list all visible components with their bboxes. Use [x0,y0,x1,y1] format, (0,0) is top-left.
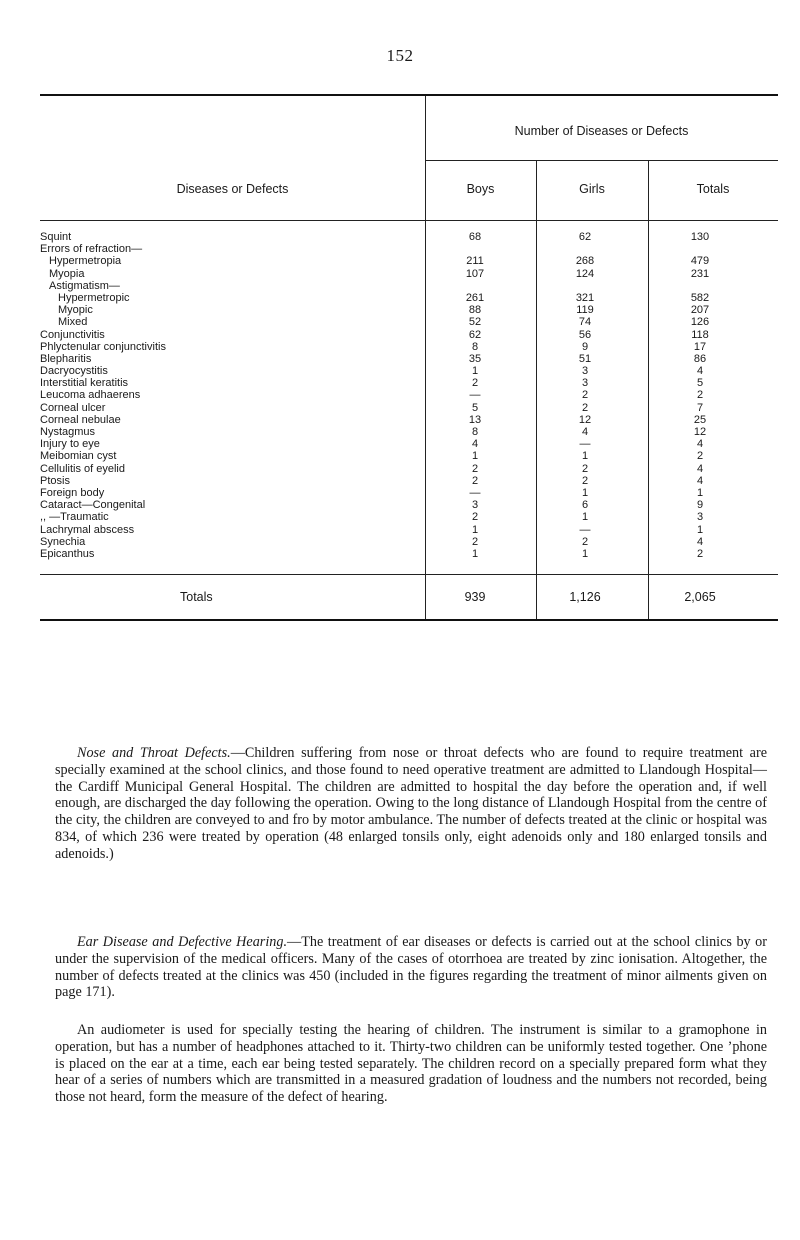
table-row [40,292,778,304]
table-row [40,536,778,548]
disease-name: Myopic [58,304,93,317]
header-diseases: Diseases or Defects [176,182,289,196]
boys-value: 1 [471,450,479,463]
header-girls: Girls [579,182,605,196]
table-row [40,475,778,487]
disease-name: Cellulitis of eyelid [40,462,125,475]
totals-row [40,575,778,619]
boys-value: 261 [465,291,485,304]
total-value: 4 [696,474,704,487]
girls-value: 51 [578,352,592,365]
boys-value: 62 [468,328,482,341]
disease-name: Blepharitis [40,352,92,365]
table-row [40,389,778,401]
boys-value: 4 [471,438,479,451]
disease-name: Foreign body [40,486,105,499]
boys-value: 1 [471,547,479,560]
boys-value: 5 [471,401,479,414]
total-value: 4 [696,365,704,378]
girls-value: 4 [581,426,589,438]
total-value: 9 [696,499,704,512]
disease-name: Phlyctenular conjunctivitis [40,340,166,353]
total-value: 4 [696,535,704,548]
total-value: 2 [696,389,704,402]
disease-name: Squint [40,231,72,243]
table-row [40,487,778,499]
total-value: 12 [693,426,707,438]
boys-value: 211 [466,255,484,268]
girls-value: 1 [581,547,589,560]
disease-name: Conjunctivitis [40,328,105,341]
header-boys: Boys [466,182,495,196]
disease-name: Myopia [49,267,85,280]
total-value: 2 [696,547,704,560]
girls-value: 3 [581,377,589,390]
table-row [40,548,778,560]
disease-name: Astigmatism— [49,279,120,292]
disease-name: Corneal ulcer [40,401,106,414]
girls-value: 124 [575,267,595,280]
table-row [40,438,778,450]
girls-value: — [579,523,591,536]
header-group-label: Number of Diseases or Defects [514,124,689,138]
disease-name: Nystagmus [40,426,96,438]
girls-value: 1 [581,511,589,524]
girls-value: 119 [576,304,594,317]
boys-value: 2 [471,462,479,475]
disease-name: Hypermetropic [58,291,130,304]
boys-value: 52 [468,316,482,329]
table-row [40,511,778,523]
boys-value: 8 [471,426,479,438]
girls-value: 56 [578,328,592,341]
girls-value: 2 [581,462,589,475]
table-row [40,268,778,280]
total-value: 25 [693,413,707,426]
total-value: 1 [696,523,704,536]
table-row [40,402,778,414]
totals-girls: 1,126 [569,590,601,605]
boys-value: 2 [471,377,479,390]
table-row [40,341,778,353]
boys-value: 13 [468,413,482,426]
disease-name: Cataract—Congenital [40,499,146,512]
girls-value: 2 [581,401,589,414]
boys-value: 3 [471,499,479,512]
girls-value: 6 [581,499,589,512]
disease-name: Lachrymal abscess [40,523,135,536]
table-row [40,414,778,426]
total-value: 3 [696,511,704,524]
total-value: 4 [696,462,704,475]
total-value: 86 [693,352,707,365]
table-row [40,499,778,511]
girls-value: 2 [581,474,589,487]
table-row [40,426,778,438]
girls-value: 1 [581,486,589,499]
table-row [40,463,778,475]
girls-value: 321 [575,291,595,304]
header-group-rule [425,160,778,161]
total-value: 130 [690,231,710,243]
paragraph-text: —The treatment of ear diseases or defects is carried out at the school clinics by or under the supervision of the medical officers. Many of the cases of otorrhoea are treated by zinc ionisation. Altogether, the number of defects treated at the clinics was 450 (included in the figures regarding the treatment of minor ailments given on page 171). [55,934,767,1001]
diseases-table [40,94,778,621]
girls-value: 268 [575,255,595,268]
boys-value: 2 [471,511,479,524]
totals-total: 2,065 [684,590,716,605]
boys-value: 2 [471,535,479,548]
table-row [40,524,778,536]
disease-name: Meibomian cyst [40,450,117,463]
table-rows [40,221,778,574]
paragraph-text: An audiometer is used for specially testing the hearing of children. The instrument is similar to a gramophone in operation, but has a number of headphones attached to it. Thirty-two children can be uniformly tested together. One ’phone is placed on the ear at a time, each ear being tested separately. The children record on a specially prepared form what they hear of a series of numbers which are transmitted in a measured gradation of loudness and the numbers not recorded, being those not heard, form the measure of the defect of hearing. [55,1022,767,1106]
total-value: 1 [696,486,704,499]
total-value: 17 [693,340,707,353]
disease-name: Leucoma adhaerens [40,389,141,402]
boys-value: 1 [471,523,479,536]
girls-value: 62 [578,231,592,243]
boys-value: 107 [465,267,485,280]
boys-value: — [469,389,481,402]
girls-value: 12 [578,413,592,426]
table-row [40,353,778,365]
girls-value: 1 [581,450,589,463]
disease-name: Interstitial keratitis [40,377,129,390]
disease-name: Synechia [40,535,86,548]
girls-value: 9 [581,340,589,353]
header-totals: Totals [696,182,730,196]
boys-value: — [469,486,481,499]
totals-label: Totals [180,590,213,605]
girls-value: 2 [581,389,589,402]
table-row [40,365,778,377]
paragraph-ear-hearing [55,934,767,1001]
total-value: 7 [696,401,704,414]
total-value: 582 [690,291,710,304]
total-value: 2 [696,450,704,463]
boys-value: 8 [471,340,479,353]
disease-name: Mixed [58,316,88,329]
disease-name: Injury to eye [40,438,100,451]
girls-value: — [579,438,591,451]
table-row [40,255,778,267]
table-header [40,96,778,220]
total-value: 231 [690,267,710,280]
table-row [40,329,778,341]
table-row [40,450,778,462]
paragraph-heading: Nose and Throat Defects. [77,745,231,761]
page-number: 152 [386,46,414,65]
table-row [40,304,778,316]
table-row [40,316,778,328]
paragraph-text: —Children suffering from nose or throat defects who are found to require treatment are specially examined at the school clinics, and those found to need operative treatment are admitted to Llandough Hospital—the Cardiff Municipal General Hospital. The children are admitted to hospital the day before the operation and, if well enough, are discharged the day following the operation. Owing to the long distance of Llandough Hospital from the centre of the city, the children are conveyed to and fro by motor ambulance. The number of defects treated at the clinic or hospital was 834, of which 236 were treated by operation (48 enlarged tonsils only, eight adenoids only and 180 enlarged tonsils and adenoids.) [55,745,767,862]
paragraph-nose-throat [55,745,767,863]
table-bottom-rule [40,619,778,621]
disease-name: Corneal nebulae [40,413,121,426]
girls-value: 74 [578,316,592,329]
disease-name: Ptosis [40,474,70,487]
girls-value: 2 [581,535,589,548]
boys-value: 88 [468,304,482,317]
header-divider [425,96,426,220]
boys-value: 2 [471,474,479,487]
boys-value: 1 [471,365,479,378]
total-value: 118 [691,328,709,341]
disease-name: Errors of refraction— [40,243,143,256]
table-body [40,221,778,619]
boys-value: 35 [468,352,482,365]
girls-value: 3 [581,365,589,378]
paragraph-audiometer [55,1022,767,1106]
table-row [40,231,778,243]
total-value: 5 [696,377,704,390]
disease-name: ,, —Traumatic [40,511,109,524]
total-value: 479 [690,255,710,268]
table-row [40,243,778,255]
totals-boys: 939 [464,590,486,605]
disease-name: Epicanthus [40,547,95,560]
paragraph-heading: Ear Disease and Defective Hearing. [77,934,287,950]
disease-name: Dacryocystitis [40,365,108,378]
table-row [40,377,778,389]
boys-value: 68 [468,231,482,243]
total-value: 4 [696,438,704,451]
total-value: 207 [690,304,710,317]
table-row [40,280,778,292]
disease-name: Hypermetropia [49,255,122,268]
total-value: 126 [690,316,710,329]
